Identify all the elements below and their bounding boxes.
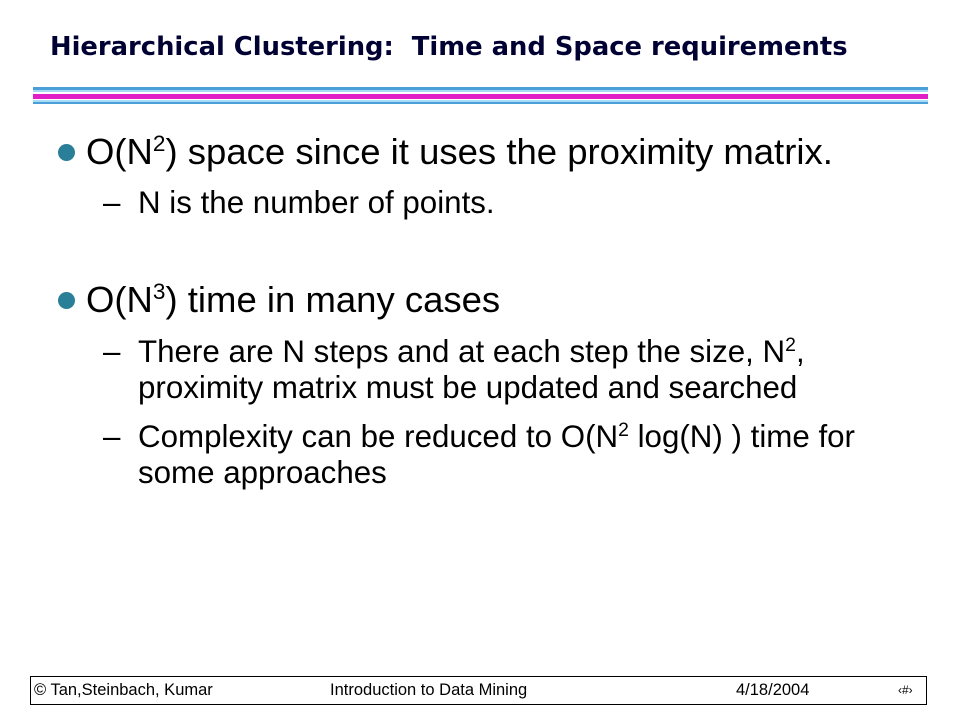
slide-title: Hierarchical Clustering: Time and Space requirements	[50, 32, 848, 62]
superscript: 2	[152, 130, 166, 156]
footer-page-number: ‹#›	[898, 683, 913, 697]
sub-bullet-dash: –	[103, 334, 121, 369]
footer-course-title: Introduction to Data Mining	[330, 681, 528, 699]
bullet-text	[86, 278, 900, 322]
sub-bullet-text	[138, 419, 900, 491]
rule-line-blue-light-top	[33, 90, 928, 92]
bullet-circle-icon	[58, 144, 75, 161]
bullet-text-part: O(N	[86, 279, 153, 320]
rule-line-blue-bottom	[33, 102, 928, 104]
superscript: 2	[618, 418, 629, 441]
sub-bullet-text-part: N is the number of points.	[138, 185, 495, 220]
bullet-text-part: ) space since it uses the proximity matrix.	[165, 131, 833, 172]
bullet-circle-icon	[58, 292, 75, 309]
footer-date: 4/18/2004	[736, 681, 810, 699]
sub-bullet-dash: –	[103, 419, 121, 454]
bullet-text-part: ) time in many cases	[165, 279, 501, 320]
sub-bullet-dash: –	[103, 185, 121, 220]
bullet-text-part: O(N	[86, 131, 153, 172]
footer-copyright: © Tan,Steinbach, Kumar	[34, 681, 213, 699]
sub-bullet-text-part: There are N steps and at each step the size, N	[138, 334, 786, 369]
sub-bullet-text	[138, 185, 900, 221]
sub-bullet-text	[138, 334, 900, 406]
superscript: 2	[785, 333, 796, 356]
superscript: 3	[152, 278, 166, 304]
rule-line-magenta	[33, 94, 928, 99]
sub-bullet-text-part: log(N) ) time for some approaches	[138, 419, 855, 490]
bullet-text	[86, 130, 900, 174]
sub-bullet-text-part: , proximity matrix must be updated and searched	[138, 334, 805, 405]
sub-bullet-text-part: Complexity can be reduced to O(N	[138, 419, 619, 454]
